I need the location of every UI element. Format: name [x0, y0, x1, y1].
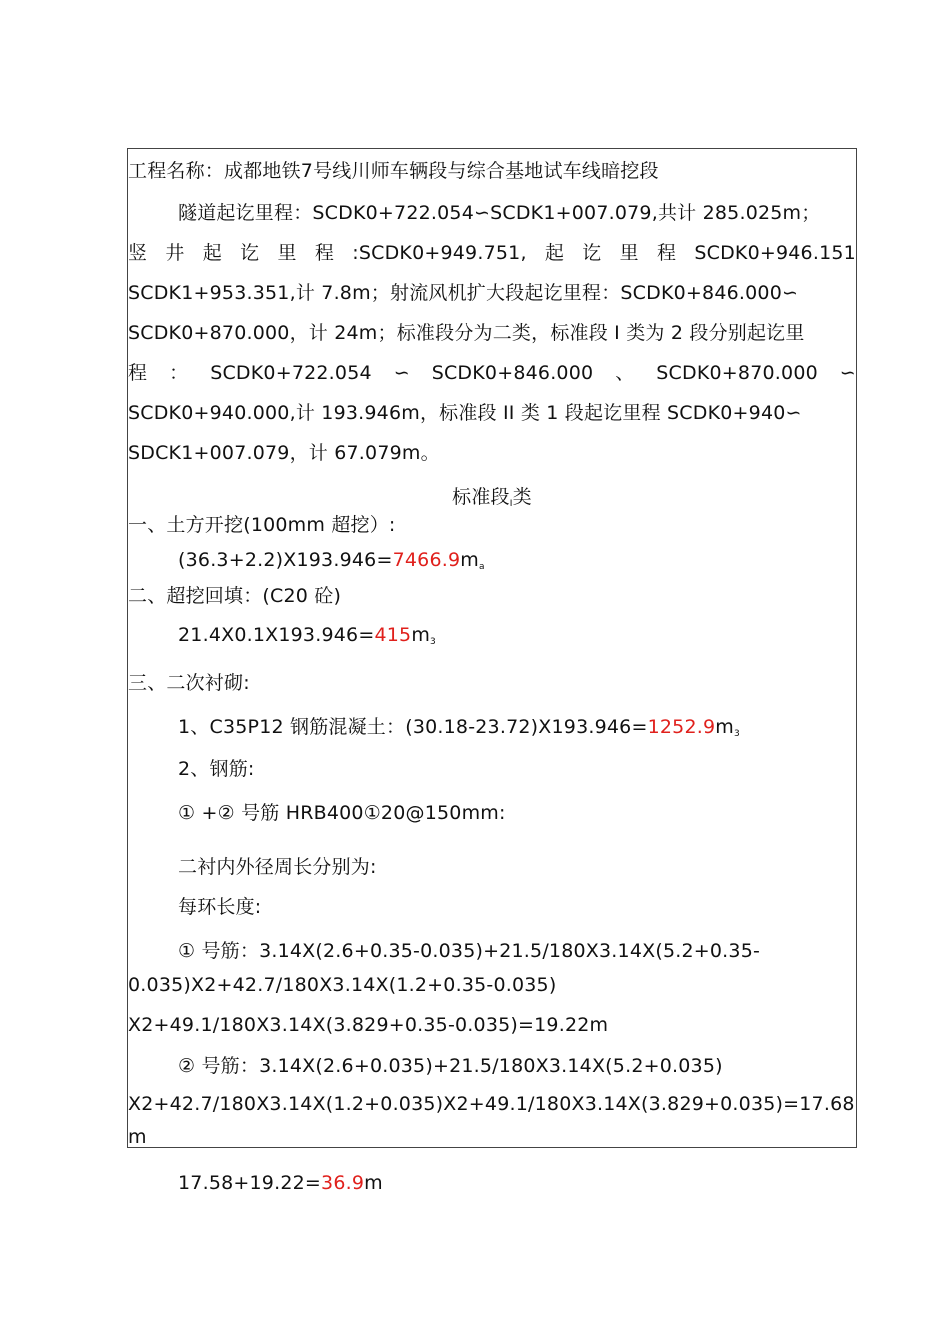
- intro-word: 里: [277, 242, 297, 264]
- s1-heading: 一、土方开挖(100mm 超挖）:: [128, 514, 396, 536]
- intro-word: 、: [615, 362, 635, 384]
- s3-heading: 三、二次衬砌:: [128, 672, 250, 694]
- s3-r1-line-a: ① 号筋：3.14X(2.6+0.35-0.035)+21.5/180X3.14X(5.2+0.35-: [178, 940, 761, 962]
- s3-r2-line-b: X2+42.7/180X3.14X(1.2+0.035)X2+49.1/180X3.14X(3.829+0.035)=17.68: [128, 1093, 855, 1115]
- s3-perimeter: 二衬内外径周长分别为:: [178, 856, 377, 878]
- intro-word: SCDK0+946.151: [694, 242, 856, 264]
- total-line: [178, 1171, 383, 1195]
- s2-formula: [178, 623, 436, 654]
- intro-word: SCDK0+722.054: [210, 362, 372, 384]
- s2-unit-sub: 3: [430, 637, 436, 647]
- intro-word: 讫: [240, 242, 260, 264]
- s3-r2-line-c: m: [128, 1126, 147, 1148]
- s3-item1-value: 1252.9: [647, 716, 716, 738]
- intro-word: 起: [202, 242, 222, 264]
- s3-item2: 2、钢筋:: [178, 758, 255, 780]
- total-unit: m: [364, 1172, 383, 1194]
- s2-formula-text: 21.4X0.1X193.946=: [178, 624, 375, 646]
- project-name: 工程名称：成都地铁7号线川师车辆段与综合基地试车线暗挖段: [128, 160, 659, 182]
- intro-word: 井: [165, 242, 185, 264]
- intro-word: 程: [656, 242, 677, 264]
- section-title-sub: I: [509, 499, 513, 509]
- intro-line-5: [128, 361, 856, 385]
- intro-line-3: SCDK1+953.351,计 7.8m；射流风机扩大段起讫里程：SCDK0+846.000∽: [128, 282, 799, 304]
- s2-value: 415: [374, 624, 412, 646]
- s3-item1-unit-sub: 3: [734, 729, 740, 739]
- intro-word: ∽: [393, 362, 410, 384]
- intro-word: 程: [128, 362, 148, 384]
- intro-word: ：: [169, 362, 189, 384]
- intro-line-4: SCDK0+870.000，计 24m；标准段分为二类，标准段 I 类为 2 段分别起讫里: [128, 322, 805, 344]
- intro-line-1: 隧道起讫里程：SCDK0+722.054∽SCDK1+007.079,共计 285.025m；: [178, 202, 821, 224]
- s3-ring-length: 每环长度:: [178, 896, 262, 918]
- s1-formula: [178, 548, 485, 579]
- s3-r1-line-b: 0.035)X2+42.7/180X3.14X(1.2+0.35-0.035): [128, 974, 557, 996]
- s1-value: 7466.9: [392, 549, 461, 571]
- section-title: [128, 485, 856, 516]
- intro-word: 起: [544, 242, 565, 264]
- intro-word: 竖: [128, 242, 148, 264]
- intro-word: 里: [619, 242, 639, 264]
- s3-item1-unit: m: [715, 716, 734, 738]
- intro-line-6: SCDK0+940.000,计 193.946m，标准段 II 类 1 段起讫里程 SCDK0+940∽: [128, 402, 802, 424]
- s1-unit-mark: a: [478, 562, 485, 572]
- total-formula: 17.58+19.22=: [178, 1172, 322, 1194]
- intro-word: 程: [314, 242, 335, 264]
- s3-rebar: ① +② 号筋 HRB400①20@150mm:: [178, 802, 506, 824]
- s3-item1: [178, 715, 740, 746]
- intro-line-7: SDCK1+007.079，计 67.079m。: [128, 442, 440, 464]
- intro-line-2: [128, 241, 856, 265]
- s2-unit: m: [411, 624, 431, 646]
- intro-word: 讫: [582, 242, 602, 264]
- s1-unit: m: [460, 549, 479, 571]
- section-title-text: 标准段: [452, 486, 510, 508]
- intro-word: :SCDK0+949.751,: [352, 242, 527, 264]
- intro-word: SCDK0+870.000: [656, 362, 818, 384]
- intro-word: ∽: [839, 362, 856, 384]
- s1-formula-text: (36.3+2.2)X193.946=: [178, 549, 393, 571]
- s3-r1-line-c: X2+49.1/180X3.14X(3.829+0.35-0.035)=19.22m: [128, 1014, 609, 1036]
- intro-word: SCDK0+846.000: [431, 362, 594, 384]
- total-value: 36.9: [321, 1172, 365, 1194]
- s2-heading: 二、超挖回填：(C20 砼): [128, 585, 342, 607]
- section-title-end: 类: [512, 486, 532, 508]
- s3-item1-text: 1、C35P12 钢筋混凝土：(30.18-23.72)X193.946=: [178, 716, 648, 738]
- s3-r2-line-a: ② 号筋：3.14X(2.6+0.035)+21.5/180X3.14X(5.2+0.035): [178, 1055, 723, 1077]
